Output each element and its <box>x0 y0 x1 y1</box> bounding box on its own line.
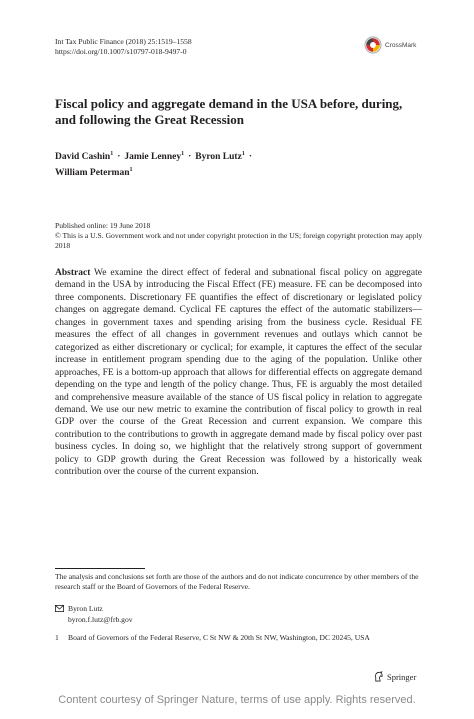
affiliation-marker: 1 <box>181 151 185 157</box>
published-online-date: Published online: 19 June 2018 <box>55 221 151 230</box>
affiliation <box>55 633 422 644</box>
crossmark-label: CrossMark <box>385 41 417 49</box>
footnote-area <box>55 568 422 592</box>
springer-horse-icon <box>373 671 384 682</box>
author-name: David Cashin <box>55 152 111 162</box>
contact-name: Byron Lutz <box>68 604 103 613</box>
abstract-text: We examine the direct effect of federal and subnational fiscal policy on aggregate demand in the USA by introducing the Fiscal Effect (FE) measure. FE can be decomposed into three components. Discretionary FE quantifies the effect of discretionary or legislated policy changes on aggregate demand. Cyclical FE captures the effect of the automatic stabilizers—changes in government taxes and spending arising from the business cycle. Residual FE measures the effect of all changes in government revenues and outlays which cannot be categorized as either discretionary or cyclical; for example, it captures the effect of the secular increase in entitlement program spending due to the aging of the population. Unlike other approaches, FE is a bottom-up approach that allows for differential effects on aggregate demand depending on the type and length of the policy change. Thus, FE is arguably the most detailed and comprehensive measure available of the stance of US fiscal policy in relation to aggregate demand. We use our new metric to examine the contribution of fiscal policy to growth in real GDP over the course of the Great Recession and current expansion. We compare this contribution to the contributions to growth in aggregate demand made by fiscal policy over past business cycles. In doing so, we highlight that the relatively strong support of government policy to GDP growth during the Great Recession was followed by a historically weak contribution over the course of the current expansion. <box>55 268 422 478</box>
publisher-name: Springer <box>387 671 417 682</box>
affiliation-number: 1 <box>55 633 59 642</box>
author-separator: · <box>117 152 121 162</box>
author-separator: · <box>188 152 192 162</box>
disclaimer-footnote: The analysis and conclusions set forth are those of the authors and do not indicate concurrence by other members of the research staff or the Board of Governors of the Federal Reserve. <box>55 572 419 591</box>
author-separator: · <box>248 152 252 162</box>
author-name: William Peterman <box>55 168 130 178</box>
abstract-label: Abstract <box>55 268 91 278</box>
author-name: Byron Lutz <box>195 152 242 162</box>
affiliation-marker: 1 <box>241 151 245 157</box>
doi-link[interactable]: https://doi.org/10.1007/s10797-018-9497-0 <box>55 47 187 56</box>
journal-header <box>55 37 192 57</box>
crossmark-icon <box>364 36 382 54</box>
publisher-logo <box>373 671 416 682</box>
affiliation-marker: 1 <box>110 151 114 157</box>
author-name: Jamie Lenney <box>124 152 182 162</box>
contact-email[interactable]: byron.f.lutz@frb.gov <box>68 614 133 624</box>
crossmark-badge[interactable] <box>364 36 416 54</box>
footnote-rule <box>55 568 145 569</box>
journal-citation: Int Tax Public Finance (2018) 25:1519–1558 <box>55 37 192 46</box>
corresponding-author <box>55 604 133 625</box>
envelope-icon <box>55 604 68 615</box>
publication-info <box>55 221 425 251</box>
affiliation-text: Board of Governors of the Federal Reserve, C St NW & 20th St NW, Washington, DC 20245, USA <box>68 633 370 642</box>
author-list <box>55 148 385 180</box>
paper-title: Fiscal policy and aggregate demand in the USA before, during, and following the Great Recession <box>55 96 403 127</box>
copyright-notice: © This is a U.S. Government work and not under copyright protection in the US; foreign copyright protection may apply 2018 <box>55 231 423 250</box>
courtesy-watermark: Content courtesy of Springer Nature, terms of use apply. Rights reserved. <box>58 694 416 706</box>
affiliation-marker: 1 <box>129 167 133 173</box>
abstract <box>55 267 422 479</box>
